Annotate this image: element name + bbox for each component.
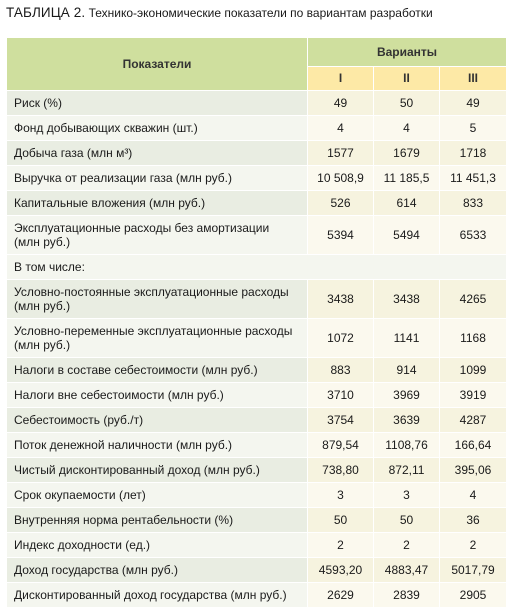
row-label: Налоги в составе себестоимости (млн руб.) bbox=[7, 358, 308, 383]
row-label-line-2: (млн руб.) bbox=[14, 235, 71, 249]
cell-variant-1: 3754 bbox=[308, 408, 374, 433]
cell-variant-3: 1099 bbox=[440, 358, 507, 383]
table-row bbox=[7, 558, 507, 583]
cell-variant-3: 49 bbox=[440, 91, 507, 116]
caption-lead: ТАБЛИЦА 2. bbox=[6, 5, 86, 20]
cell-variant-2: 11 185,5 bbox=[374, 166, 440, 191]
cell-variant-1: 3438 bbox=[308, 280, 374, 319]
table-row bbox=[7, 383, 507, 408]
cell-variant-3: 833 bbox=[440, 191, 507, 216]
table-row bbox=[7, 166, 507, 191]
cell-variant-1: 4 bbox=[308, 116, 374, 141]
header-indicators: Показатели bbox=[7, 38, 308, 91]
cell-variant-3: 4265 bbox=[440, 280, 507, 319]
cell-variant-2: 914 bbox=[374, 358, 440, 383]
cell-variant-3: 395,06 bbox=[440, 458, 507, 483]
cell-variant-1: 5394 bbox=[308, 216, 374, 255]
row-label: Выручка от реализации газа (млн руб.) bbox=[7, 166, 308, 191]
cell-variant-1: 526 bbox=[308, 191, 374, 216]
cell-variant-2: 1108,76 bbox=[374, 433, 440, 458]
cell-variant-2: 5494 bbox=[374, 216, 440, 255]
cell-variant-3: 1718 bbox=[440, 141, 507, 166]
row-label: Риск (%) bbox=[7, 91, 308, 116]
row-label: Себестоимость (руб./т) bbox=[7, 408, 308, 433]
cell-variant-1: 50 bbox=[308, 508, 374, 533]
cell-variant-2: 872,11 bbox=[374, 458, 440, 483]
cell-variant-1: 2629 bbox=[308, 583, 374, 608]
cell-variant-2: 2839 bbox=[374, 583, 440, 608]
cell-variant-3: 166,64 bbox=[440, 433, 507, 458]
cell-variant-1: 10 508,9 bbox=[308, 166, 374, 191]
cell-variant-2: 3438 bbox=[374, 280, 440, 319]
row-label bbox=[7, 319, 308, 358]
cell-variant-2: 2 bbox=[374, 533, 440, 558]
cell-variant-1: 3710 bbox=[308, 383, 374, 408]
table-row bbox=[7, 533, 507, 558]
table-row-subheading bbox=[7, 255, 507, 280]
row-label: Добыча газа (млн м³) bbox=[7, 141, 308, 166]
row-label-line-1: Эксплуатационные расходы без амортизации bbox=[14, 221, 270, 235]
cell-variant-3: 5 bbox=[440, 116, 507, 141]
cell-variant-1: 3 bbox=[308, 483, 374, 508]
table-row bbox=[7, 116, 507, 141]
header-variant-2: II bbox=[374, 66, 440, 90]
table-row bbox=[7, 91, 507, 116]
row-label-line-1: Условно-переменные эксплуатационные расходы bbox=[14, 324, 293, 338]
row-label: Капитальные вложения (млн руб.) bbox=[7, 191, 308, 216]
row-label: В том числе: bbox=[7, 255, 507, 280]
cell-variant-3: 4287 bbox=[440, 408, 507, 433]
cell-variant-3: 11 451,3 bbox=[440, 166, 507, 191]
row-label-line-2: (млн руб.) bbox=[14, 338, 71, 352]
row-label: Налоги вне себестоимости (млн руб.) bbox=[7, 383, 308, 408]
row-label: Внутренняя норма рентабельности (%) bbox=[7, 508, 308, 533]
cell-variant-3: 4 bbox=[440, 483, 507, 508]
table-caption bbox=[6, 5, 433, 21]
cell-variant-3: 6533 bbox=[440, 216, 507, 255]
row-label: Чистый дисконтированный доход (млн руб.) bbox=[7, 458, 308, 483]
table-row bbox=[7, 191, 507, 216]
table-row bbox=[7, 583, 507, 608]
row-label bbox=[7, 280, 308, 319]
cell-variant-2: 3 bbox=[374, 483, 440, 508]
table-row bbox=[7, 280, 507, 319]
header-variants: Варианты bbox=[308, 38, 507, 67]
header-variant-3: III bbox=[440, 66, 507, 90]
cell-variant-2: 3969 bbox=[374, 383, 440, 408]
table-row bbox=[7, 358, 507, 383]
cell-variant-1: 1577 bbox=[308, 141, 374, 166]
cell-variant-1: 2 bbox=[308, 533, 374, 558]
cell-variant-2: 1141 bbox=[374, 319, 440, 358]
cell-variant-3: 36 bbox=[440, 508, 507, 533]
cell-variant-3: 5017,79 bbox=[440, 558, 507, 583]
cell-variant-3: 1168 bbox=[440, 319, 507, 358]
row-label: Фонд добывающих скважин (шт.) bbox=[7, 116, 308, 141]
table-row bbox=[7, 216, 507, 255]
table-row bbox=[7, 458, 507, 483]
cell-variant-2: 1679 bbox=[374, 141, 440, 166]
row-label-line-1: Условно-постоянные эксплуатационные расходы bbox=[14, 285, 289, 299]
cell-variant-1: 1072 bbox=[308, 319, 374, 358]
row-label: Индекс доходности (ед.) bbox=[7, 533, 308, 558]
cell-variant-1: 883 bbox=[308, 358, 374, 383]
table-row bbox=[7, 408, 507, 433]
cell-variant-2: 3639 bbox=[374, 408, 440, 433]
cell-variant-2: 4883,47 bbox=[374, 558, 440, 583]
table-row bbox=[7, 508, 507, 533]
cell-variant-2: 614 bbox=[374, 191, 440, 216]
row-label-line-2: (млн руб.) bbox=[14, 299, 71, 313]
row-label: Дисконтированный доход государства (млн руб.) bbox=[7, 583, 308, 608]
table-row bbox=[7, 433, 507, 458]
row-label: Доход государства (млн руб.) bbox=[7, 558, 308, 583]
cell-variant-1: 738,80 bbox=[308, 458, 374, 483]
cell-variant-1: 4593,20 bbox=[308, 558, 374, 583]
table-row bbox=[7, 483, 507, 508]
table-row bbox=[7, 141, 507, 166]
table-row bbox=[7, 319, 507, 358]
row-label: Срок окупаемости (лет) bbox=[7, 483, 308, 508]
header-variant-1: I bbox=[308, 66, 374, 90]
row-label: Поток денежной наличности (млн руб.) bbox=[7, 433, 308, 458]
cell-variant-3: 3919 bbox=[440, 383, 507, 408]
cell-variant-3: 2905 bbox=[440, 583, 507, 608]
cell-variant-1: 879,54 bbox=[308, 433, 374, 458]
cell-variant-2: 50 bbox=[374, 91, 440, 116]
indicators-table bbox=[6, 37, 507, 608]
cell-variant-1: 49 bbox=[308, 91, 374, 116]
row-label bbox=[7, 216, 308, 255]
caption-text: Технико-экономические показатели по вариантам разработки bbox=[88, 6, 433, 20]
cell-variant-2: 4 bbox=[374, 116, 440, 141]
cell-variant-2: 50 bbox=[374, 508, 440, 533]
cell-variant-3: 2 bbox=[440, 533, 507, 558]
